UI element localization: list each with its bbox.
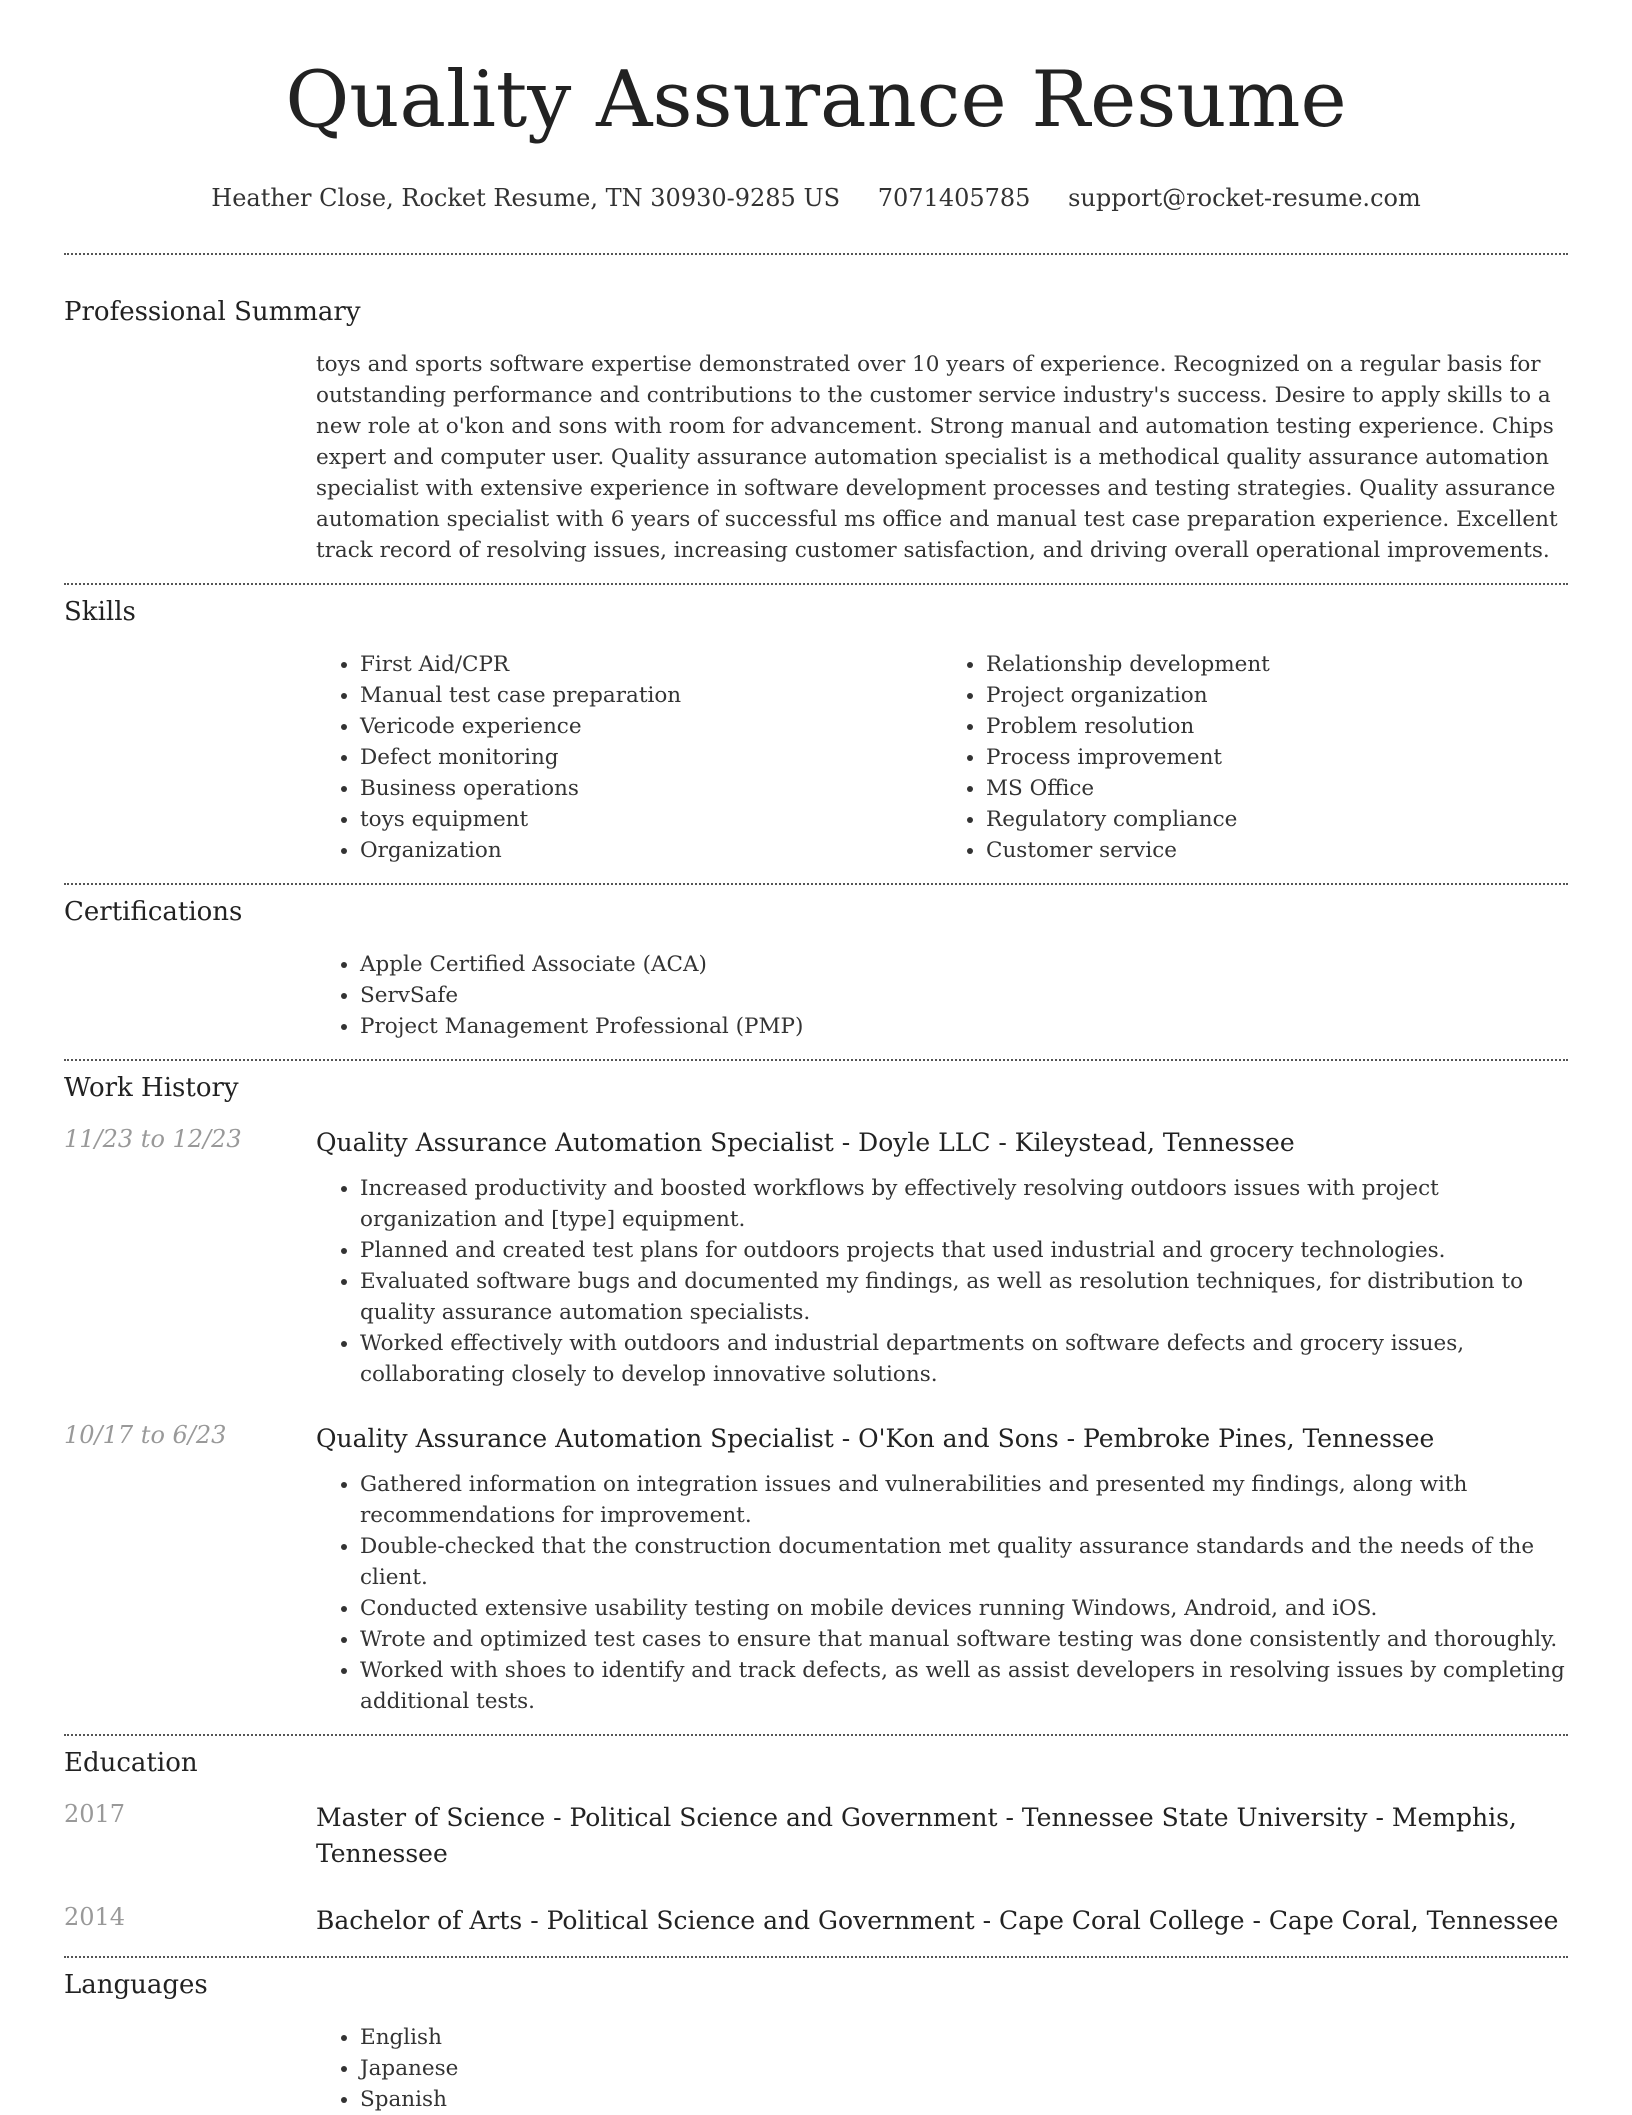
education-year: 2017 [64, 1800, 126, 1828]
job-bullets [316, 1173, 1568, 1390]
list-item: • Process improvement [986, 742, 1568, 773]
education-line [316, 1903, 1568, 1939]
job-details [316, 1469, 1568, 1717]
education-degree: Bachelor of Arts - Political Science and Government [316, 1906, 975, 1935]
list-item: • Apple Certified Associate (ACA) [360, 949, 1568, 980]
resume-title: Quality Assurance Resume [285, 55, 1347, 145]
job-bullets [316, 1469, 1568, 1717]
education-line [316, 1800, 1568, 1872]
education-degree: Master of Science - Political Science and Government [316, 1803, 998, 1832]
work-section [64, 1059, 1568, 1734]
job-title: Quality Assurance Automation Specialist [316, 1424, 834, 1453]
list-item: • Vericode experience [360, 711, 942, 742]
list-item: • Gathered information on integration issues and vulnerabilities and presented my findings, along with recommendations for improvement. [360, 1469, 1568, 1531]
list-item: • Double-checked that the construction documentation met quality assurance standards and the needs of the client. [360, 1531, 1568, 1593]
list-item: • Defect monitoring [360, 742, 942, 773]
list-item: • Worked with shoes to identify and track defects, as well as assist developers in resolving issues by completing additional tests. [360, 1655, 1568, 1717]
certifications-body [316, 949, 1568, 1042]
job-title-line [316, 1125, 1568, 1161]
list-item: • MS Office [986, 773, 1568, 804]
education-school: - Tennessee State University - Memphis, Tennessee [316, 1803, 1517, 1868]
list-item: • First Aid/CPR [360, 649, 942, 680]
skills-section [64, 583, 1568, 883]
list-item: • Spanish [360, 2084, 1568, 2115]
languages-heading: Languages [64, 1970, 208, 2000]
list-item: • toys equipment [360, 804, 942, 835]
job-company: - Doyle LLC - Kileystead, Tennessee [833, 1128, 1295, 1157]
list-item: • Organization [360, 835, 942, 866]
list-item: • Conducted extensive usability testing on mobile devices running Windows, Android, and iOS. [360, 1593, 1568, 1624]
languages-body [316, 2022, 1568, 2115]
list-item: • English [360, 2022, 1568, 2053]
languages-list [316, 2022, 1568, 2115]
list-item: • Manual test case preparation [360, 680, 942, 711]
skills-heading: Skills [64, 597, 136, 627]
work-heading: Work History [64, 1073, 239, 1103]
summary-section [64, 253, 1568, 583]
contact-address: Heather Close, Rocket Resume, TN 30930-9285 US [211, 184, 841, 212]
contact-phone: 7071405785 [877, 184, 1031, 212]
job-title: Quality Assurance Automation Specialist [316, 1128, 834, 1157]
job-details [316, 1173, 1568, 1390]
skills-list-left [316, 649, 942, 866]
summary-heading: Professional Summary [64, 297, 361, 327]
list-item: • Project organization [986, 680, 1568, 711]
list-item: • Planned and created test plans for outdoors projects that used industrial and grocery technologies. [360, 1235, 1568, 1266]
job-entry [64, 1421, 1568, 1717]
job-dates: 10/17 to 6/23 [64, 1421, 227, 1449]
certifications-heading: Certifications [64, 897, 243, 927]
education-entry [64, 1903, 1568, 1939]
languages-section [64, 1956, 1568, 2115]
education-section [64, 1734, 1568, 1956]
certifications-section [64, 883, 1568, 1059]
list-item: • Regulatory compliance [986, 804, 1568, 835]
job-company: - O'Kon and Sons - Pembroke Pines, Tennessee [833, 1424, 1435, 1453]
list-item: • Customer service [986, 835, 1568, 866]
job-dates: 11/23 to 12/23 [64, 1125, 242, 1153]
job-title-line [316, 1421, 1568, 1457]
education-entry [64, 1800, 1568, 1872]
job-entry [64, 1125, 1568, 1390]
list-item: • Worked effectively with outdoors and industrial departments on software defects and grocery issues, collaborating closely to develop innovative solutions. [360, 1328, 1568, 1390]
certifications-list [316, 949, 1568, 1042]
list-item: • Japanese [360, 2053, 1568, 2084]
education-school: - Cape Coral College - Cape Coral, Tennessee [974, 1906, 1559, 1935]
skills-columns [316, 649, 1568, 866]
list-item: • Wrote and optimized test cases to ensure that manual software testing was done consistently and thoroughly. [360, 1624, 1568, 1655]
list-item: • Evaluated software bugs and documented my findings, as well as resolution techniques, for distribution to quality assurance automation specialists. [360, 1266, 1568, 1328]
list-item: • Project Management Professional (PMP) [360, 1011, 1568, 1042]
list-item: • Increased productivity and boosted workflows by effectively resolving outdoors issues with project organization and [type] equipment. [360, 1173, 1568, 1235]
list-item: • Relationship development [986, 649, 1568, 680]
summary-text: toys and sports software expertise demonstrated over 10 years of experience. Recognized on a regular basis for outstanding performance and contributions to the customer service industry's success. Desire to apply skills to a new role at o'kon and sons with room for advancement. Strong manual and automation testing experience. Chips expert and computer user. Quality assurance automation specialist is a methodical quality assurance automation specialist with extensive experience in software development processes and testing strategies. Quality assurance automation specialist with 6 years of successful ms office and manual test case preparation experience. Excellent track record of resolving issues, increasing customer satisfaction, and driving overall operational improvements. [316, 352, 1558, 563]
contact-email: support@rocket-resume.com [1068, 184, 1421, 212]
skills-list-right [942, 649, 1568, 866]
contact-line [0, 184, 1632, 212]
list-item: • ServSafe [360, 980, 1568, 1011]
list-item: • Problem resolution [986, 711, 1568, 742]
list-item: • Business operations [360, 773, 942, 804]
education-heading: Education [64, 1748, 198, 1778]
education-year: 2014 [64, 1903, 126, 1931]
